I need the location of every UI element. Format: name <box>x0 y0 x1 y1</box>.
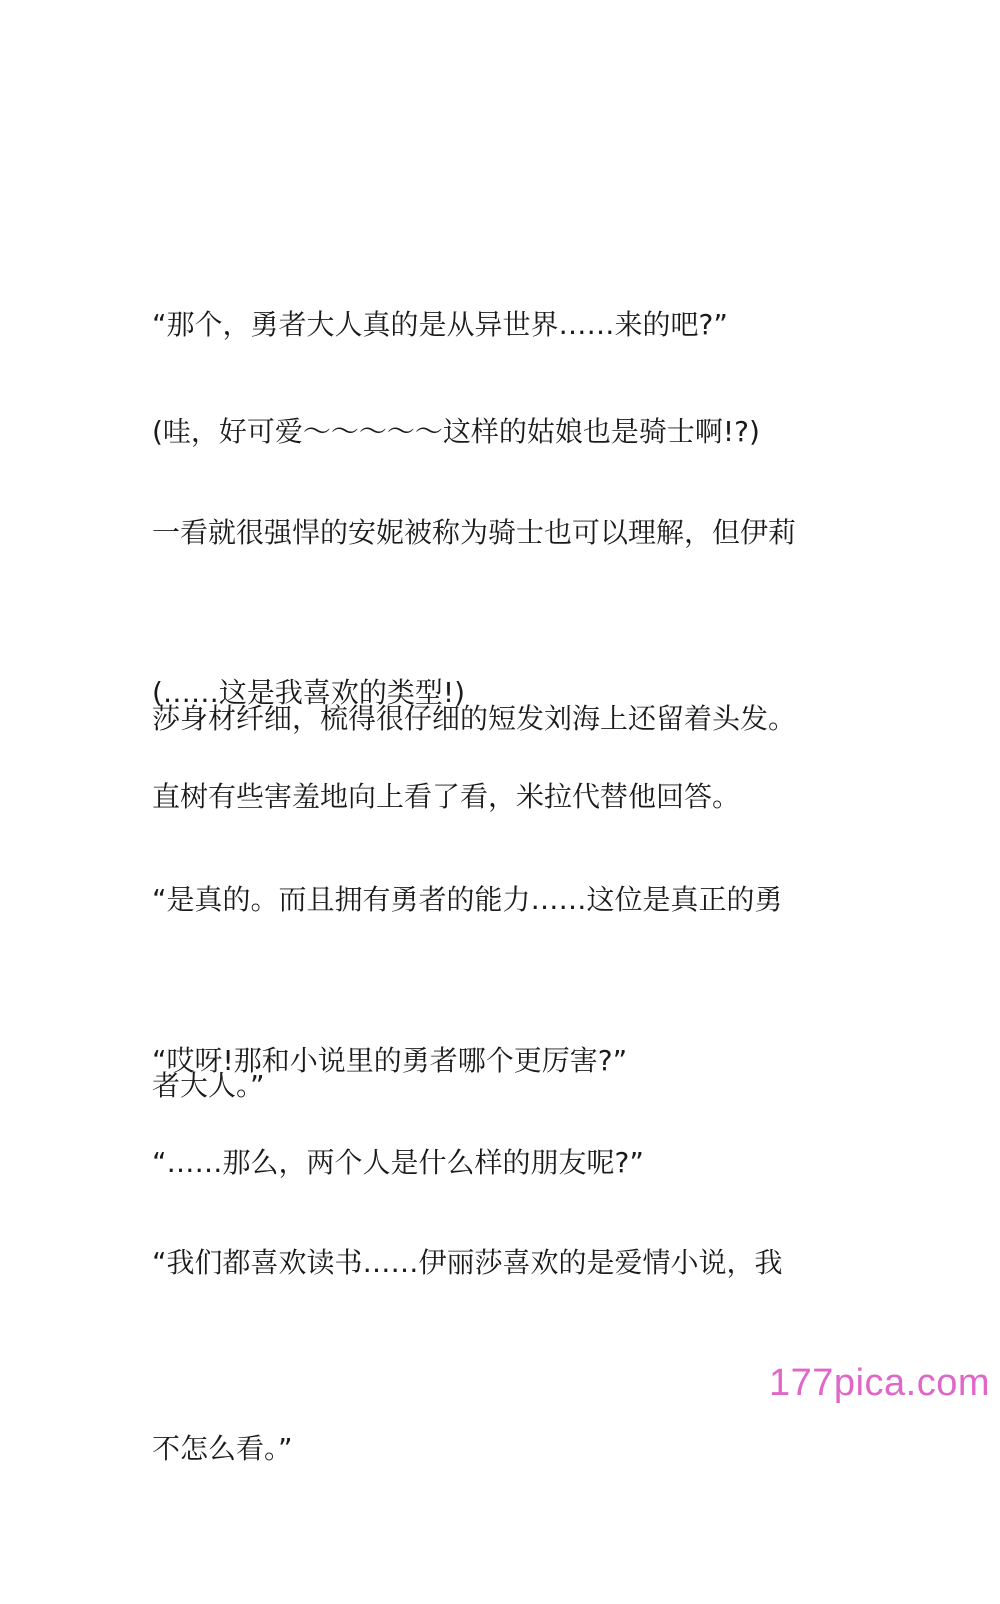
paragraph-line: “哎呀!那和小说里的勇者哪个更厉害?” <box>152 1044 628 1077</box>
watermark: 177pica.com <box>769 1362 990 1404</box>
paragraph-line: 者大人。” <box>152 1069 265 1102</box>
paragraph-line: “……那么，两个人是什么样的朋友呢?” <box>152 1146 644 1179</box>
paragraph-line: 一看就很强悍的安妮被称为骑士也可以理解，但伊莉 <box>152 516 797 549</box>
paragraph-line: (哇，好可爱～～～～～这样的姑娘也是骑士啊!?) <box>152 415 760 448</box>
paragraph-line: 不怎么看。” <box>152 1432 293 1465</box>
paragraph-line: “是真的。而且拥有勇者的能力……这位是真正的勇 <box>152 883 783 916</box>
paragraph-line: (……这是我喜欢的类型!) <box>152 676 466 709</box>
paragraph-line: 莎身材纤细，梳得很仔细的短发刘海上还留着头发。 <box>152 702 797 735</box>
paragraph-line: 直树有些害羞地向上看了看，米拉代替他回答。 <box>152 780 741 813</box>
paragraph-line: “那个，勇者大人真的是从异世界……来的吧?” <box>152 308 728 341</box>
paragraph-line: “我们都喜欢读书……伊丽莎喜欢的是爱情小说，我 <box>152 1246 783 1279</box>
paragraph-9 <box>152 1108 852 1604</box>
